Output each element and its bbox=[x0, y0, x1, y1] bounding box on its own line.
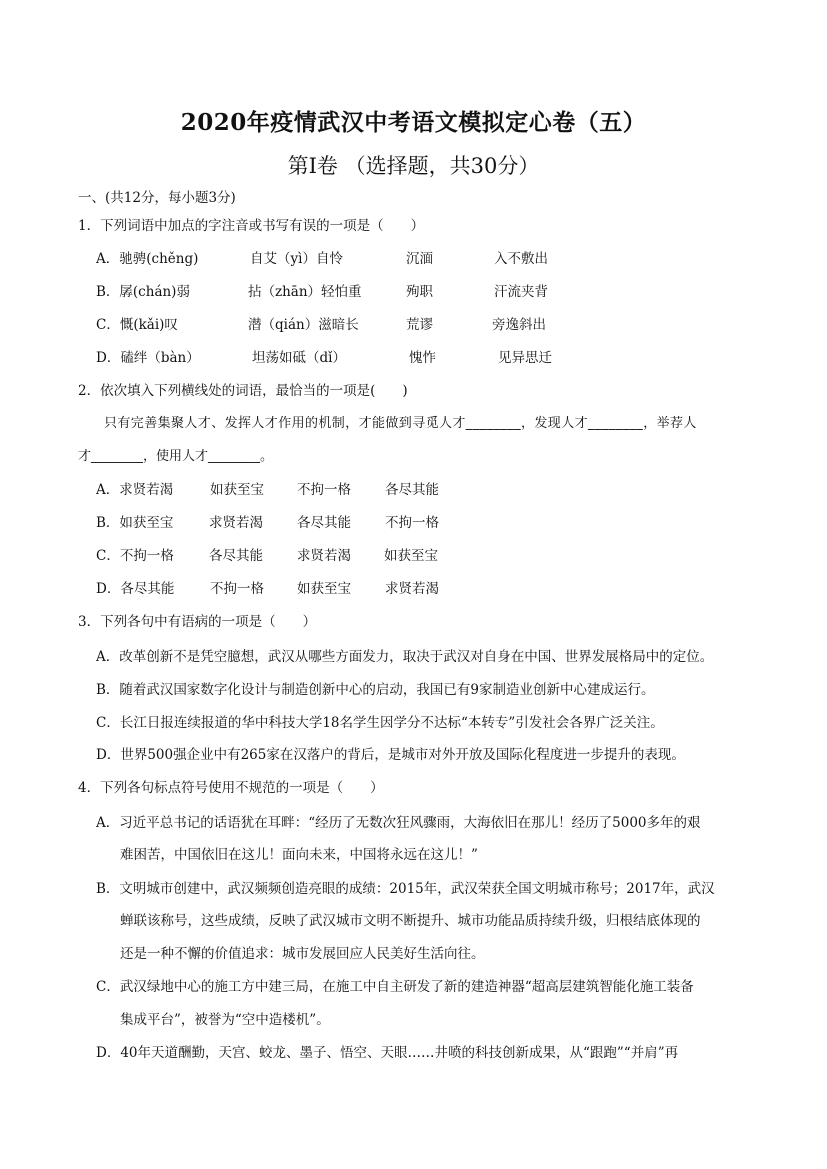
q1-d-word2: 坦荡如砥（dǐ） bbox=[252, 350, 346, 366]
q1-a-word4: 入不敷出 bbox=[494, 251, 548, 267]
q1-b-word4: 汗流夹背 bbox=[494, 284, 548, 300]
q1-a-word3: 沉湎 bbox=[406, 251, 433, 267]
q2-b-word4: 不拘一格 bbox=[385, 515, 439, 531]
q1-option-d: D．磕绊（bàn） bbox=[96, 350, 200, 366]
q1-stem: 1．下列词语中加点的字注音或书写有误的一项是（ ） bbox=[78, 218, 425, 234]
q1-option-b: B．孱(chán)弱 bbox=[96, 284, 190, 300]
q4-option-a: A．习近平总书记的话语犹在耳畔：“经历了无数次狂风骤雨，大海依旧在那儿！经历了5000多年的艰 bbox=[96, 815, 701, 831]
q2-stem: 2．依次填入下列横线处的词语，最恰当的一项是( ) bbox=[78, 383, 408, 399]
q2-option-a: A．求贤若渴 bbox=[96, 482, 174, 498]
q2-d-word2: 不拘一格 bbox=[210, 581, 264, 597]
q2-a-word4: 各尽其能 bbox=[385, 482, 439, 498]
q1-d-word4: 见异思迁 bbox=[498, 350, 552, 366]
q2-passage-line1: 只有完善集聚人才、发挥人才作用的机制，才能做到寻觅人才________，发现人才________，举荐人 bbox=[104, 416, 697, 431]
q1-c-word3: 荒谬 bbox=[406, 317, 433, 333]
q4-option-d: D．40年天道酬勤，天宫、蛟龙、墨子、悟空、天眼……井喷的科技创新成果，从“跟跑”“并肩”再 bbox=[96, 1045, 679, 1061]
q4-option-c: C．武汉绿地中心的施工方中建三局，在施工中自主研发了新的建造神器“超高层建筑智能化施工装备 bbox=[96, 979, 694, 995]
page-title: 2020年疫情武汉中考语文模拟定心卷（五） bbox=[180, 109, 647, 136]
q4-option-b: B．文明城市创建中，武汉频频创造亮眼的成绩：2015年，武汉荣获全国文明城市称号；2017年，武汉 bbox=[96, 881, 715, 897]
q2-c-word3: 求贤若渴 bbox=[297, 548, 351, 564]
q3-option-c: C．长江日报连续报道的华中科技大学18名学生因学分不达标“本转专”引发社会各界广泛关注。 bbox=[96, 715, 664, 731]
q2-option-c: C．不拘一格 bbox=[96, 548, 174, 564]
q2-a-word2: 如获至宝 bbox=[210, 482, 264, 498]
q2-b-word2: 求贤若渴 bbox=[209, 515, 263, 531]
q2-c-word4: 如获至宝 bbox=[384, 548, 438, 564]
q4-option-b-cont1: 蝉联该称号，这些成绩，反映了武汉城市文明不断提升、城市功能品质持续升级，归根结底体现的 bbox=[120, 913, 701, 929]
q2-d-word4: 求贤若渴 bbox=[385, 581, 439, 597]
q3-option-d: D．世界500强企业中有265家在汉落户的背后，是城市对外开放及国际化程度进一步提升的表现。 bbox=[96, 747, 685, 763]
q2-c-word2: 各尽其能 bbox=[209, 548, 263, 564]
q3-option-a: A．改革创新不是凭空臆想，武汉从哪些方面发力，取决于武汉对自身在中国、世界发展格局中的定位。 bbox=[96, 649, 714, 665]
page-subtitle: 第Ⅰ卷 （选择题，共30分） bbox=[287, 154, 540, 178]
q4-stem: 4．下列各句标点符号使用不规范的一项是（ ） bbox=[78, 780, 384, 796]
q1-c-word4: 旁逸斜出 bbox=[492, 317, 546, 333]
q4-option-c-cont: 集成平台”，被誉为“空中造楼机”。 bbox=[120, 1012, 330, 1028]
q1-c-word2: 潜（qián）滋暗长 bbox=[248, 317, 359, 333]
q1-b-word3: 殉职 bbox=[406, 284, 433, 300]
q2-option-d: D．各尽其能 bbox=[96, 581, 175, 597]
q2-option-b: B．如获至宝 bbox=[96, 515, 174, 531]
q2-a-word3: 不拘一格 bbox=[297, 482, 351, 498]
q3-stem: 3．下列各句中有语病的一项是（ ） bbox=[78, 614, 317, 630]
q2-passage-line2: 才________，使用人才________。 bbox=[78, 449, 274, 464]
q2-d-word3: 如获至宝 bbox=[297, 581, 351, 597]
q4-option-b-cont2: 还是一种不懈的价值追求：城市发展回应人民美好生活向往。 bbox=[120, 946, 485, 962]
q1-option-c: C．慨(kǎi)叹 bbox=[96, 317, 178, 333]
section-heading: 一、(共12分，每小题3分) bbox=[78, 190, 236, 206]
q1-d-word3: 愧怍 bbox=[409, 350, 436, 366]
q2-b-word3: 各尽其能 bbox=[297, 515, 351, 531]
q1-option-a: A．驰骋(chěng) bbox=[96, 251, 199, 267]
q1-a-word2: 自艾（yì）自怜 bbox=[250, 251, 343, 267]
q1-b-word2: 拈（zhān）轻怕重 bbox=[248, 284, 362, 300]
q3-option-b: B．随着武汉国家数字化设计与制造创新中心的启动，我国已有9家制造业创新中心建成运行。 bbox=[96, 682, 655, 698]
q4-option-a-cont: 难困苦，中国依旧在这儿！面向未来，中国将永远在这儿！” bbox=[120, 847, 478, 863]
